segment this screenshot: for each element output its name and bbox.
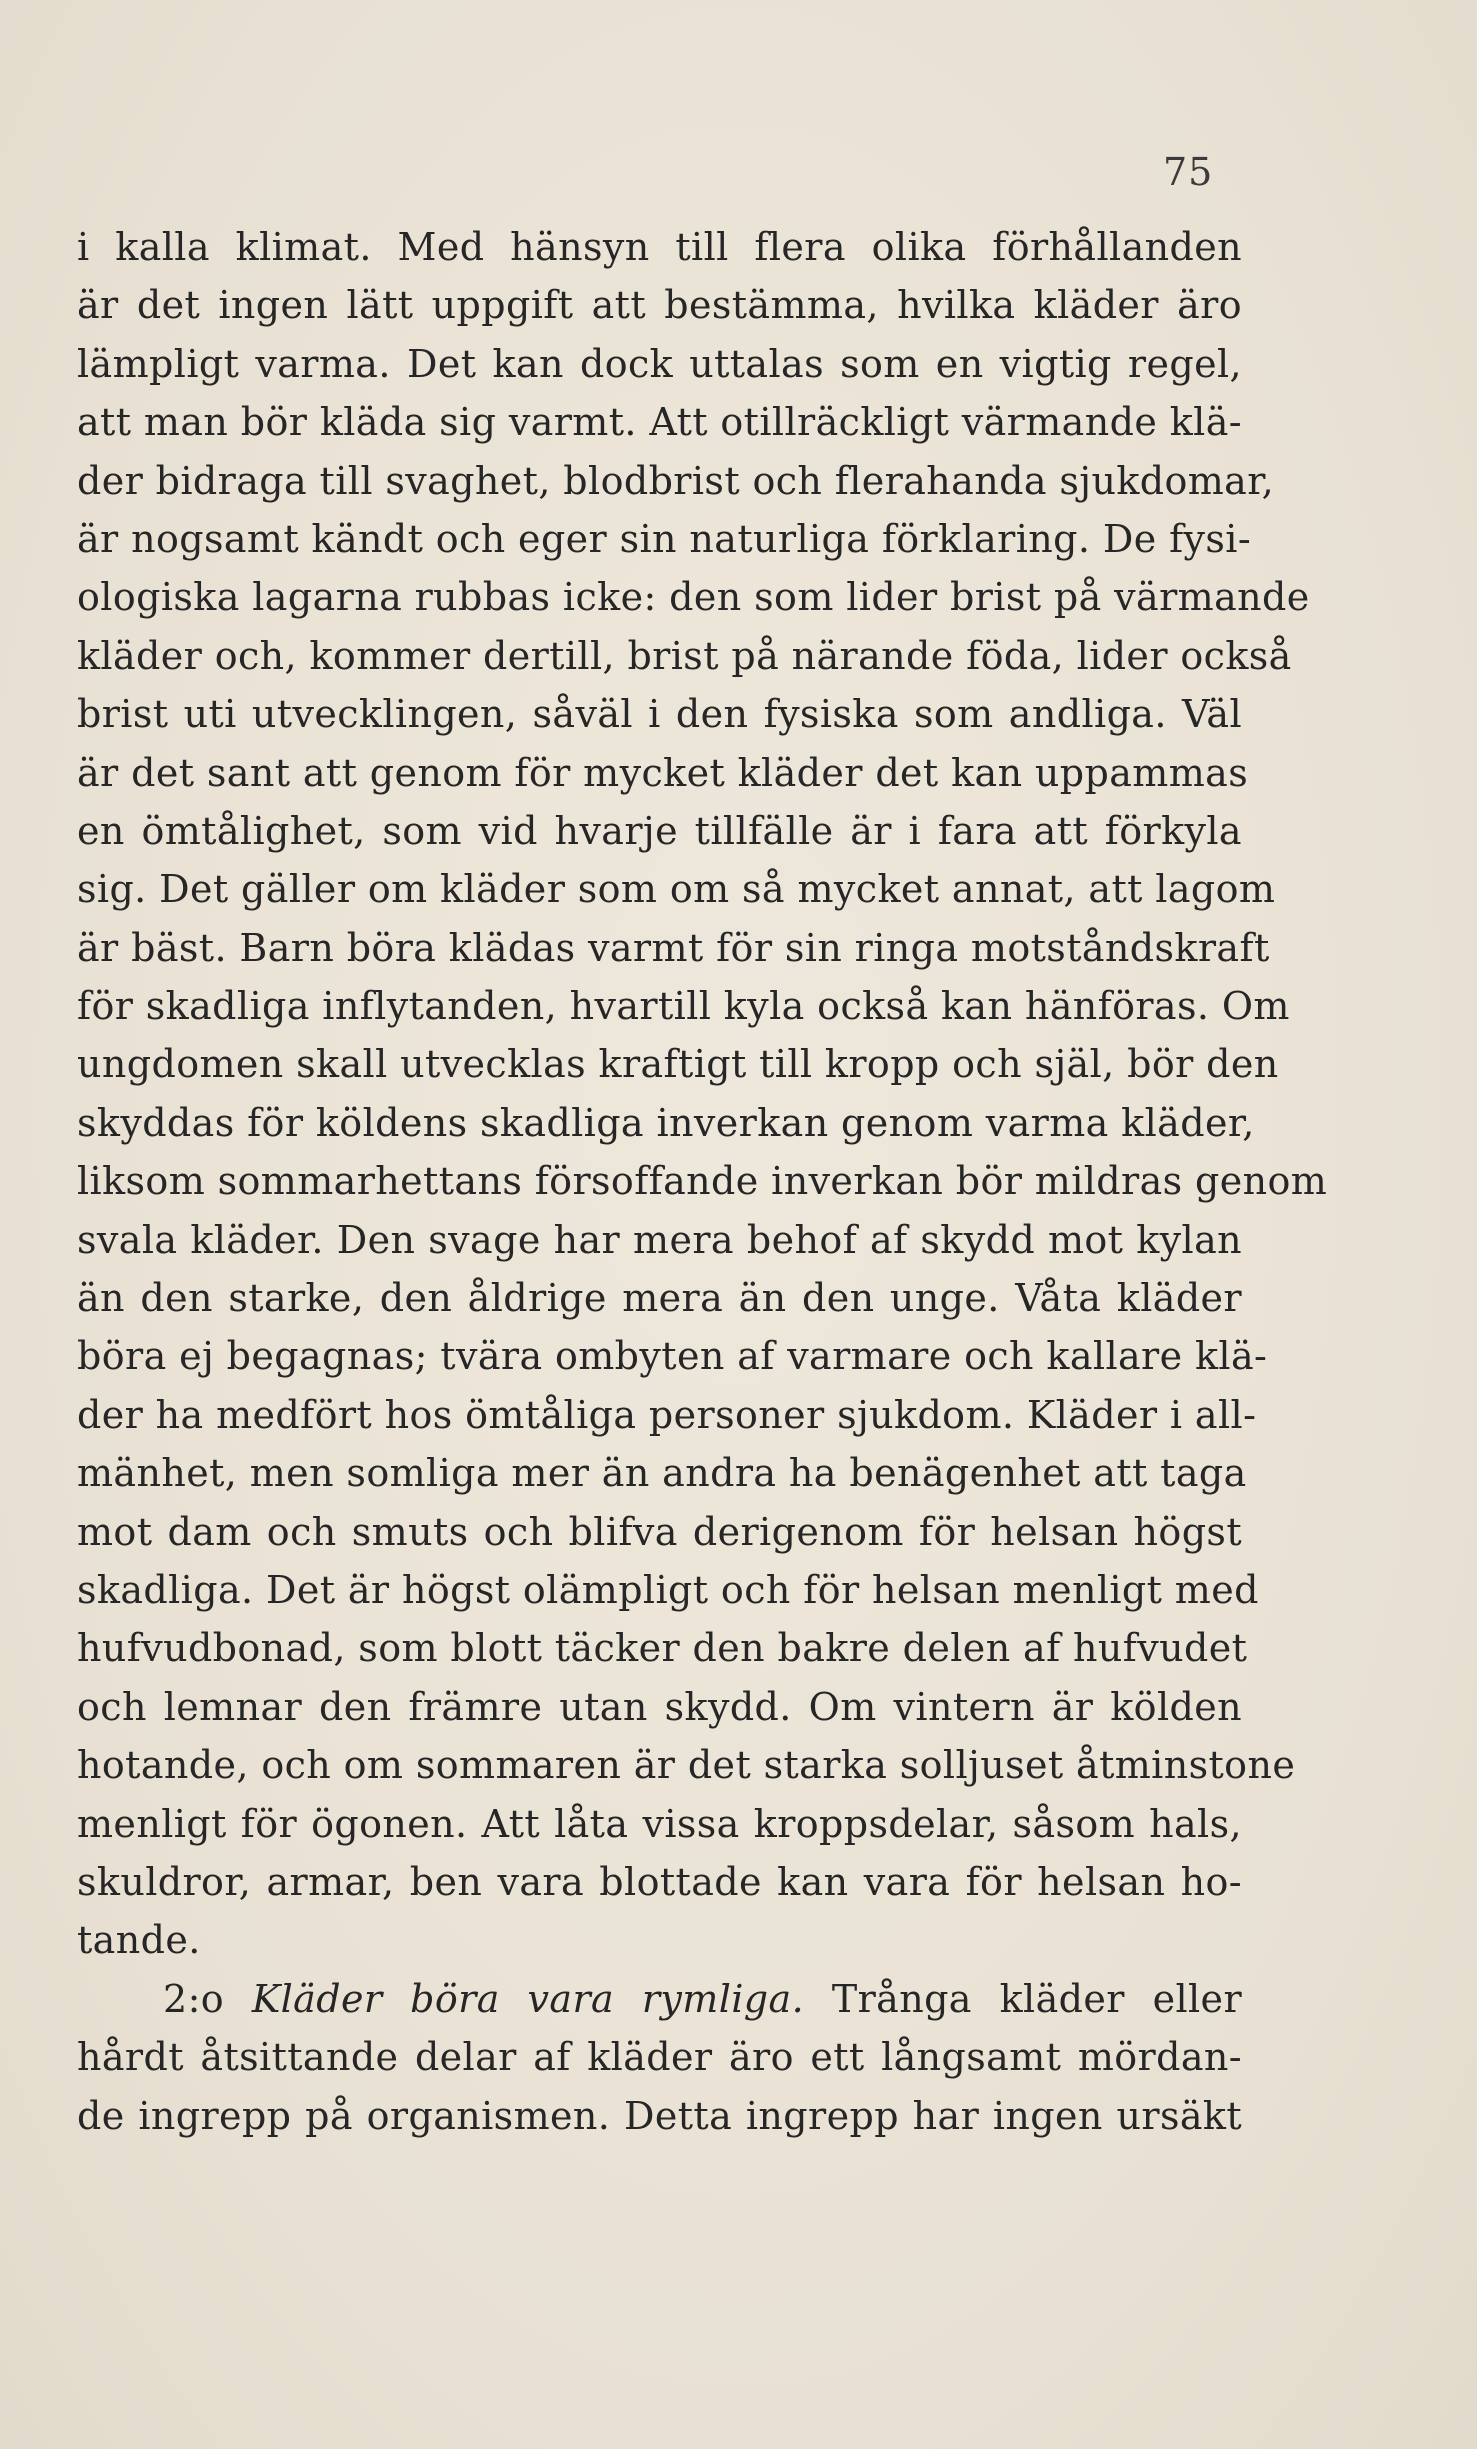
text-line: för skadliga inflytanden, hvartill kyla också kan hänföras. Om	[77, 984, 1290, 1029]
text-line: hotande, och om sommaren är det starka solljuset åtminstone	[77, 1743, 1296, 1788]
text-line: menligt för ögonen. Att låta vissa kroppsdelar, såsom hals,	[77, 1801, 1242, 1846]
text-line: skuldror, armar, ben vara blottade kan vara för helsan ho-	[77, 1859, 1242, 1904]
section-heading-line	[77, 1970, 1242, 2028]
text-line: böra ej begagnas; tvära ombyten af varmare och kallare klä-	[77, 1334, 1268, 1379]
text-line: skadliga. Det är högst olämpligt och för helsan menligt med	[77, 1567, 1259, 1612]
text-line: än den starke, den åldrige mera än den unge. Våta kläder	[77, 1276, 1242, 1321]
section-heading: Kläder böra vara rymliga.	[251, 1976, 805, 2021]
text-line: och lemnar den främre utan skydd. Om vintern är kölden	[77, 1684, 1242, 1729]
text-line: hufvudbonad, som blott täcker den bakre delen af hufvudet	[77, 1626, 1248, 1671]
body-text	[77, 218, 1328, 2145]
text-line: svala kläder. Den svage har mera behof af skydd mot kylan	[77, 1217, 1242, 1262]
text-line: kläder och, kommer dertill, brist på närande föda, lider också	[77, 633, 1292, 678]
text-line: tande.	[77, 1918, 201, 1963]
text-line: är bäst. Barn böra klädas varmt för sin ringa motståndskraft	[77, 925, 1270, 970]
text-line: brist uti utvecklingen, såväl i den fysiska som andliga. Väl	[77, 692, 1242, 737]
text-line: skyddas för köldens skadliga inverkan genom varma kläder,	[77, 1100, 1255, 1145]
text-line: är det sant att genom för mycket kläder det kan uppammas	[77, 750, 1249, 795]
page-number: 75	[1163, 150, 1214, 194]
text-line: att man bör kläda sig varmt. Att otillräckligt värmande klä-	[77, 400, 1242, 445]
text-line: i kalla klimat. Med hänsyn till flera olika förhållanden	[77, 225, 1242, 269]
text-line: en ömtålighet, som vid hvarje tillfälle är i fara att förkyla	[77, 808, 1242, 853]
text-line: sig. Det gäller om kläder som om så mycket annat, att lagom	[77, 867, 1276, 912]
text-line: der bidraga till svaghet, blodbrist och flerahanda sjukdomar,	[77, 458, 1275, 503]
text-line: lämpligt varma. Det kan dock uttalas som en vigtig regel,	[77, 341, 1242, 386]
text-line: liksom sommarhettans försoffande inverkan bör mildras genom	[77, 1159, 1328, 1204]
section-number: 2:o	[163, 1976, 225, 2021]
text-line: ungdomen skall utvecklas kraftigt till kropp och själ, bör den	[77, 1042, 1279, 1087]
text-line: ologiska lagarna rubbas icke: den som lider brist på värmande	[77, 575, 1310, 620]
text-line: de ingrepp på organismen. Detta ingrepp har ingen ursäkt	[77, 2093, 1242, 2138]
text-line: är det ingen lätt uppgift att bestämma, hvilka kläder äro	[77, 283, 1242, 328]
text-line: mot dam och smuts och blifva derigenom för helsan högst	[77, 1509, 1242, 1554]
section-first-line-text: Trånga kläder eller	[831, 1976, 1243, 2021]
text-line: mänhet, men somliga mer än andra ha benägenhet att taga	[77, 1451, 1247, 1496]
text-line: der ha medfört hos ömtåliga personer sjukdom. Kläder i all-	[77, 1392, 1257, 1437]
text-line: hårdt åtsittande delar af kläder äro ett långsamt mördan-	[77, 2035, 1242, 2080]
text-line: är nogsamt kändt och eger sin naturliga förklaring. De fysi-	[77, 516, 1252, 561]
